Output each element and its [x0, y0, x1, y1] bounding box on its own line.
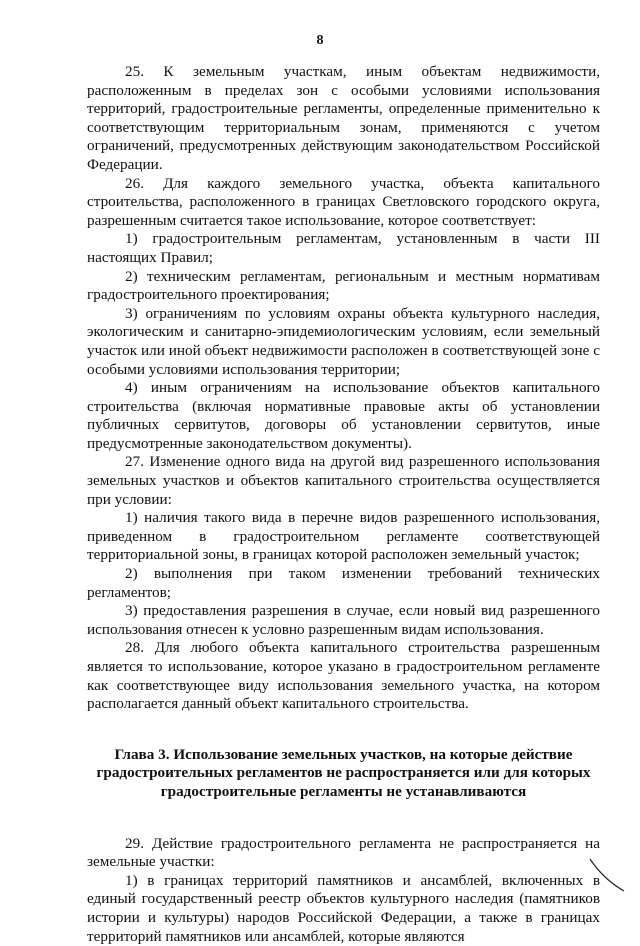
pen-stroke-mark: [588, 855, 628, 895]
paragraph-25: 25. К земельным участкам, иным объектам недвижимости, расположенным в пределах зон с особыми условиями использования территорий, градостроительные регламенты, определенные применительно к соответствующим территориальным зонам, применяются с учетом ограничений, предусмотренных действующим законодательством Российской Федерации.: [87, 63, 600, 173]
paragraph-29: 29. Действие градостроительного регламента не распространяется на земельные участки:: [87, 834, 600, 871]
page-number: 8: [316, 33, 324, 48]
chapter-heading: Глава 3. Использование земельных участков, на которые действие градостроительных регламентов не распространяется или для которых градостроительные регламенты не устанавливаются: [96, 745, 591, 800]
section-gap: [87, 714, 600, 730]
list-item-26-1: 1) градостроительным регламентам, установленным в части III настоящих Правил;: [87, 230, 600, 266]
list-item-26-2: 2) техническим регламентам, региональным и местным нормативам градостроительного проектирования;: [87, 267, 600, 304]
section-gap: [87, 819, 600, 835]
list-item-26-3: 3) ограничениям по условиям охраны объекта культурного наследия, экологическим и санитарно-эпидемиологическим условиям, если земельный участок или иной объект недвижимости расположен в соответствующей зоне с особыми условиями использования территории;: [87, 304, 600, 378]
paragraph-27: 27. Изменение одного вида на другой вид разрешенного использования земельных участков и объектов капитального строительства осуществляется при условии:: [87, 453, 600, 508]
list-item-27-2: 2) выполнения при таком изменении требований технических регламентов;: [87, 565, 600, 601]
list-item-29-1: 1) в границах территорий памятников и ансамблей, включенных в единый государственный реестр объектов культурного наследия (памятников истории и культуры) народов Российской Федерации, а также в границах территорий памятников или ансамблей, которые являются: [87, 871, 600, 945]
paragraph-28: 28. Для любого объекта капитального строительства разрешенным является то использование, которое указано в градостроительном регламенте как соответствующее виду использования земельного участка, на котором располагается данный объект капитального строительства.: [87, 639, 600, 713]
list-item-27-3: 3) предоставления разрешения в случае, если новый вид разрешенного использования отнесен к условно разрешенным видам использования.: [87, 602, 600, 638]
list-item-27-1: 1) наличия такого вида в перечне видов разрешенного использования, приведенном в градостроительном регламенте соответствующей территориальной зоны, в границах которой расположен земельный участок;: [87, 509, 600, 564]
paragraph-26: 26. Для каждого земельного участка, объекта капитального строительства, расположенного в границах Светловского городского округа, разрешенным считается такое использование, которое соответствует:: [87, 174, 600, 229]
list-item-26-4: 4) иным ограничениям на использование объектов капитального строительства (включая нормативные правовые акты об установлении публичных сервитутов, договоры об установлении сервитутов, иные предусмотренные законодательством документы).: [87, 379, 600, 452]
document-body: [87, 63, 600, 946]
